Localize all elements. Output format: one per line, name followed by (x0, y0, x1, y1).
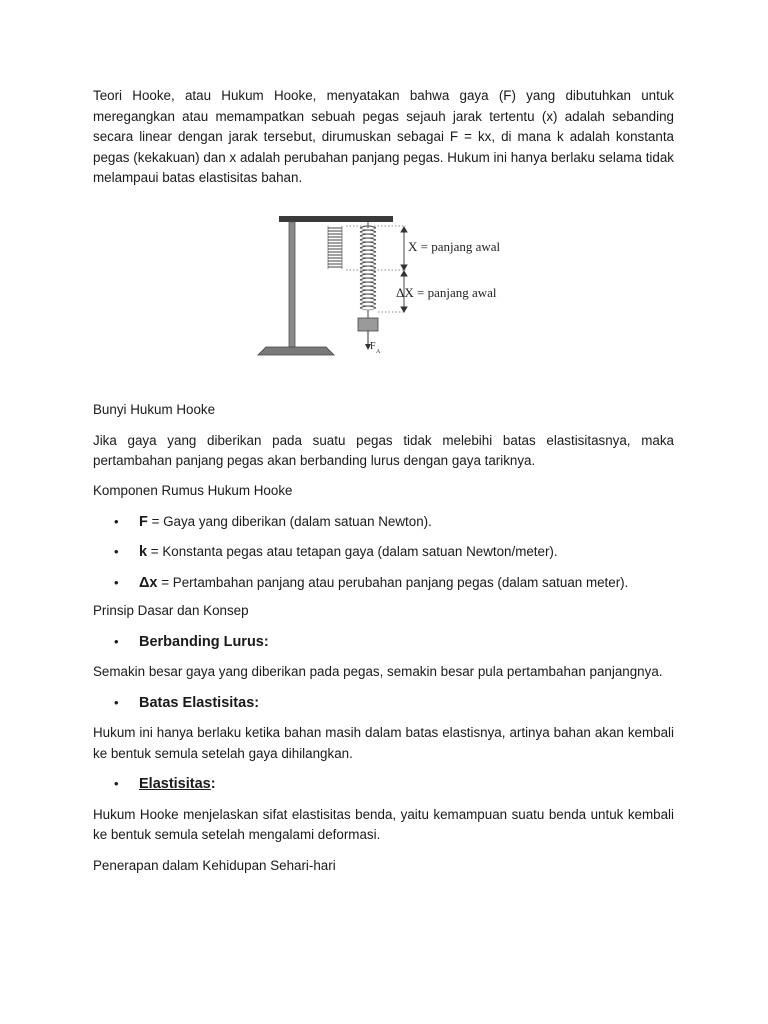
support-base (258, 347, 334, 355)
batas-title: Batas Elastisitas: (139, 694, 260, 711)
hooke-spring-figure (250, 198, 520, 368)
intro-paragraph: Teori Hooke, atau Hukum Hooke, menyatakan bahwa gaya (F) yang dibutuhkan untuk meregangkan atau memampatkan sebuah pegas sejauh jarak tertentu (x) adalah sebanding secara linear dengan jarak tersebut, dirumuskan sebagai F = kx, di mana k adalah konstanta pegas (kekakuan) dan x adalah perubahan panjang pegas. Hukum ini hanya berlaku selama tidak melampaui batas elastisitas bahan. (93, 88, 674, 185)
batas-paragraph: Hukum ini hanya berlaku ketika bahan masih dalam batas elastisnya, artinya bahan akan kembali ke bentuk semula setelah gaya dihilangkan. (93, 725, 674, 761)
elastisitas-list (93, 774, 674, 795)
bunyi-section (93, 400, 674, 472)
list-item (93, 542, 674, 563)
elastisitas-colon: : (210, 776, 216, 792)
support-top-bar (279, 216, 393, 222)
support-pole (289, 222, 295, 347)
intro-section (93, 86, 674, 189)
bullet-dot: • (114, 513, 119, 529)
bullet-dot: • (114, 776, 119, 791)
label-x: X = panjang awal (408, 239, 501, 254)
bullet-dot: • (114, 633, 119, 649)
komponen-list (93, 512, 674, 594)
bunyi-paragraph: Jika gaya yang diberikan pada suatu pegas tidak melebihi batas elastisitasnya, maka pertambahan panjang pegas akan berbanding lurus dengan gaya tariknya. (93, 432, 674, 468)
prinsip-heading: Prinsip Dasar dan Konsep (93, 603, 249, 618)
label-force: F (370, 341, 376, 352)
label-force-subscript: A (376, 349, 381, 355)
list-item (93, 632, 674, 653)
mass-block (358, 318, 378, 331)
list-item (93, 573, 674, 594)
spring-diagram (250, 198, 520, 368)
label-delta-x: ΔX = panjang awal (396, 285, 497, 300)
symbol-k: k (139, 544, 148, 560)
penerapan-heading: Penerapan dalam Kehidupan Sehari-hari (93, 857, 336, 873)
symbol-k-desc: = Konstanta pegas atau tetapan gaya (dalam satuan Newton/meter). (147, 544, 558, 559)
list-item (93, 693, 674, 714)
komponen-heading: Komponen Rumus Hukum Hooke (93, 483, 293, 498)
berbanding-list (93, 632, 674, 653)
berbanding-paragraph: Semakin besar gaya yang diberikan pada pegas, semakin besar pula pertambahan panjangnya. (93, 664, 663, 679)
symbol-f-desc: = Gaya yang diberikan (dalam satuan Newton). (147, 513, 432, 529)
bullet-dot: • (114, 544, 119, 559)
berbanding-title: Berbanding Lurus: (139, 633, 269, 650)
symbol-delta-x-desc: = Pertambahan panjang atau perubahan panjang pegas (dalam satuan meter). (157, 574, 629, 590)
bunyi-heading: Bunyi Hukum Hooke (93, 402, 216, 417)
elastisitas-title: Elastisitas (139, 776, 211, 792)
komponen-section (93, 481, 674, 593)
symbol-delta-x: Δx (139, 574, 158, 591)
batas-list (93, 693, 674, 714)
elastisitas-paragraph: Hukum Hooke menjelaskan sifat elastisitas benda, yaitu kemampuan suatu benda untuk kembali ke bentuk semula setelah mengalami deformasi. (93, 806, 674, 842)
list-item (93, 512, 674, 533)
bullet-dot: • (114, 694, 119, 710)
bullet-dot: • (114, 574, 119, 590)
unstretched-spring (328, 226, 342, 269)
prinsip-section (93, 601, 674, 876)
list-item (93, 774, 674, 795)
symbol-f: F (139, 513, 148, 530)
